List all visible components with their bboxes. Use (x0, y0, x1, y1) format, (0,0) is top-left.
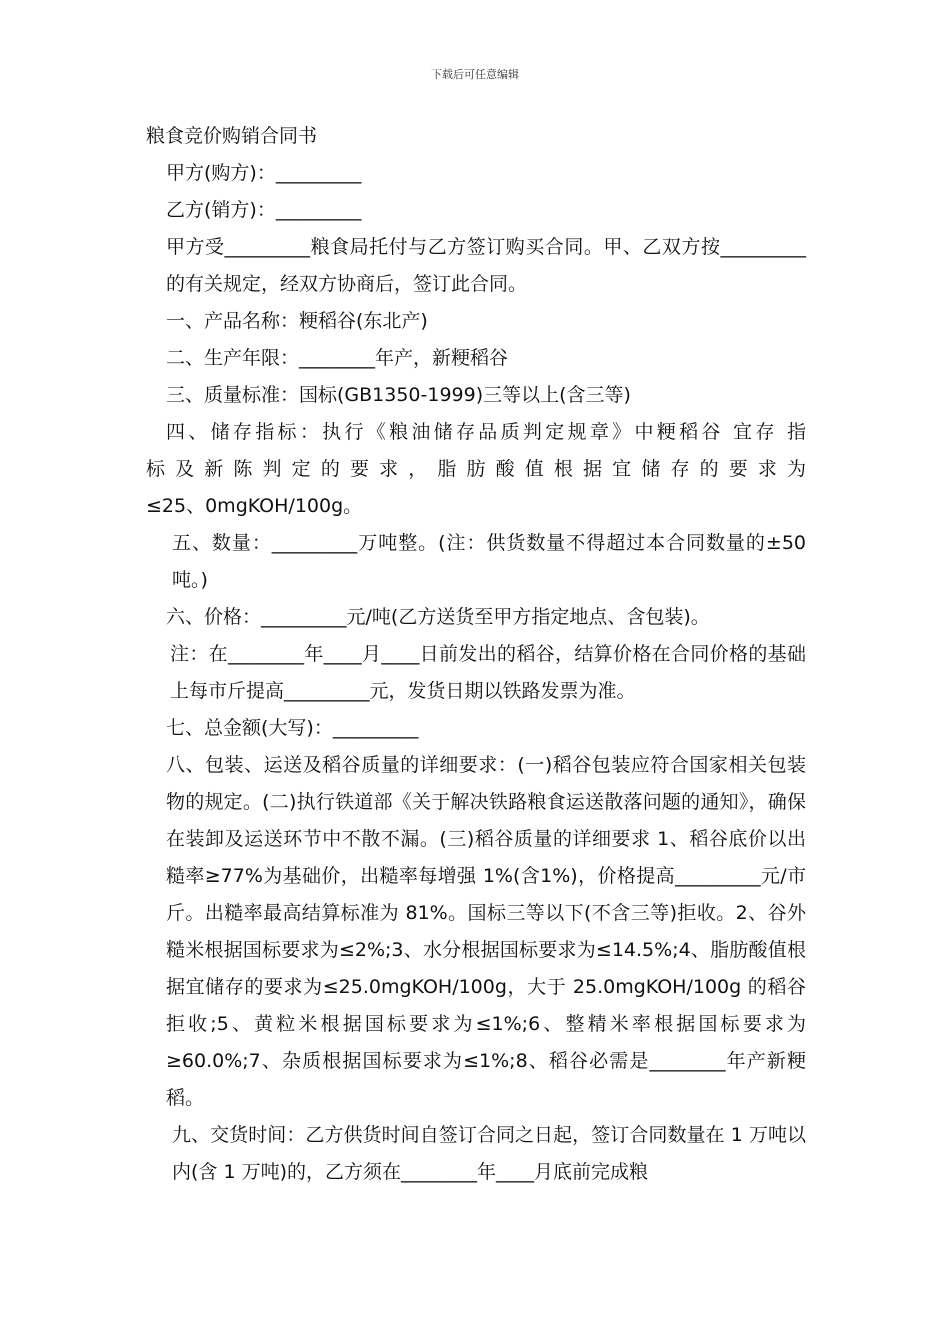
contract-body (146, 118, 806, 1191)
intro-paragraph: 甲方受_________粮食局托付与乙方签订购买合同。甲、乙双方按_________的有关规定，经双方协商后，签订此合同。 (166, 236, 806, 295)
clause-total-amount: 七、总金额(大写)：_________ (166, 717, 419, 739)
party-a-line: 甲方(购方)：_________ (166, 162, 362, 184)
clause-price: 六、价格：_________元/吨(乙方送货至甲方指定地点、含包装)。 (166, 606, 710, 628)
clause-storage-index (146, 414, 806, 525)
clause-storage-line-2: 标 及 新 陈 判 定 的 要 求 ， 脂 肪 酸 值 根 据 宜 储 存 的 要 求 为 (146, 458, 806, 480)
clause-packaging-transport-quality: 八、包装、运送及稻谷质量的详细要求：(一)稻谷包装应符合国家相关包装物的规定。(二)执行铁道部《关于解决铁路粮食运送散落问题的通知》，确保在装卸及运送环节中不散不漏。(三)稻谷质量的详细要求 1、稻谷底价以出糙率≥77%为基础价，出糙率每增强 1%(含1%)，价格提高_________元/市斤。出糙率最高结算标准为 81%。国标三等以下(不含三等)拒收。2、谷外糙米根据国标要求为≤2%;3、水分根据国标要求为≤14.5%;4、脂肪酸值根据宜储存的要求为≤25.0mgKOH/100g，大于 25.0mgKOH/100g 的稻谷拒收;5、黄粒米根据国标要求为≤1%;6、整精米率根据国标要求为≥60.0%;7、杂质根据国标要求为≤1%;8、稻谷必需是________年产新粳稻。 (166, 754, 806, 1109)
clause-production-year: 二、生产年限：________年产，新粳稻谷 (166, 347, 509, 369)
clause-delivery-time: 九、交货时间：乙方供货时间自签订合同之日起，签订合同数量在 1 万吨以内(含 1 万吨)的，乙方须在________年____月底前完成粮 (172, 1124, 806, 1183)
document-title: 粮食竞价购销合同书 (146, 125, 318, 147)
page-header-note: 下载后可任意编辑 (431, 68, 519, 81)
clause-storage-line-3: ≤25、0mgKOH/100g。 (146, 495, 363, 517)
clause-product-name: 一、产品名称：粳稻谷(东北产) (166, 310, 428, 332)
clause-quantity: 五、数量：_________万吨整。(注：供货数量不得超过本合同数量的±50 吨。) (172, 532, 806, 591)
price-note: 注：在________年____月____日前发出的稻谷，结算价格在合同价格的基础上每市斤提高_________元，发货日期以铁路发票为准。 (170, 643, 806, 702)
party-b-line: 乙方(销方)：_________ (166, 199, 362, 221)
clause-storage-line-1: 四、储存指标：执行《粮油储存品质判定规章》中粳稻谷 宜存 指 (166, 421, 806, 443)
clause-quality-standard: 三、质量标准：国标(GB1350-1999)三等以上(含三等) (166, 384, 631, 406)
